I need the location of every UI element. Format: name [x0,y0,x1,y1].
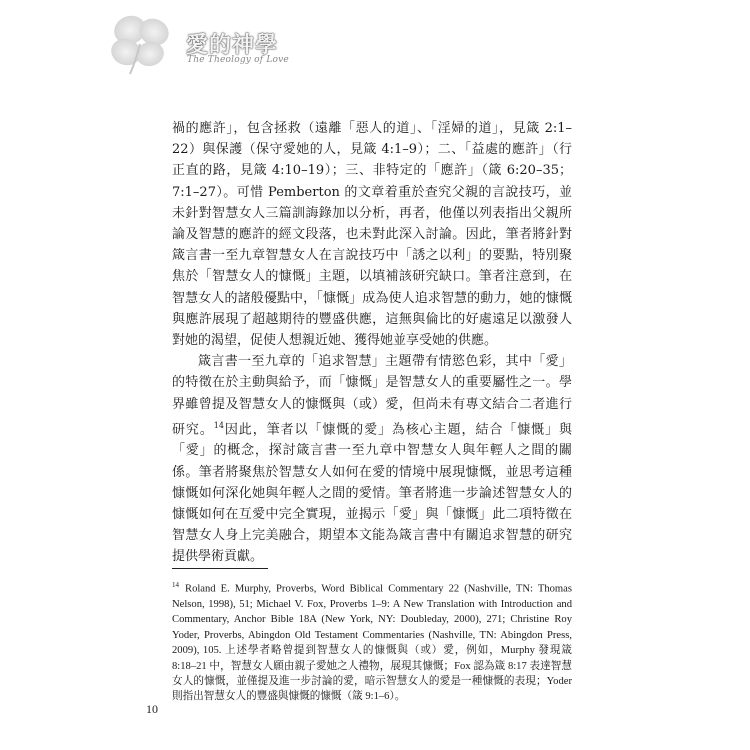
footnote-reference[interactable]: 14 [213,420,224,430]
paragraph-text-part: 箴言書一至九章的「追求智慧」主題帶有情慾色彩，其中「愛」的特徵在於主動與給予，而「慷慨」是智慧女人的重要屬性之一。學界雖曾提及智慧女人的慷慨與（或）愛，但尚未有專文結合二者進行研究。 [172,354,572,438]
paragraph: 禍的應許」，包含拯救（遠離「惡人的道」、「淫婦的道」，見箴 2:1–22）與保護（保守愛她的人，見箴 4:1–9）；二、「益處的應許」（行正直的路，見箴 4:10–19）；三、非特定的「應許」（箴 6:20–35；7:1–27）。可惜 Pemberton 的文章着重於查究父親的言說技巧，並未針對智慧女人三篇訓誨錄加以分析，再者，他僅以列表指出父親所論及智慧的應許的經文段落，也未對此深入討論。因此，筆者將針對箴言書一至九章智慧女人在言說技巧中「誘之以利」的要點，特別聚焦於「智慧女人的慷慨」主題，以填補該研究缺口。筆者注意到，在智慧女人的諸般優點中，「慷慨」成為使人追求智慧的動力，她的慷慨與應許展現了超越期待的豐盛供應，這無與倫比的好處遠足以激發人對她的渴望，促使人想親近她、獲得她並享受她的供應。 [172,121,572,349]
running-header-subtitle: The Theology of Love [187,55,289,65]
paragraph [172,351,572,567]
footnote [172,578,572,705]
paragraph-text-part: 因此，筆者以「慷慨的愛」為核心主題，結合「慷慨」與「愛」的概念，探討箴言書一至九章中智慧女人與年輕人之間的關係。筆者將聚焦於智慧女人如何在愛的情境中展現慷慨，並思考這種慷慨如何深化她與年輕人之間的愛情。筆者將進一步論述智慧女人的慷慨如何在互愛中完全實現，並揭示「愛」與「慷慨」此二項特徵在智慧女人身上完美融合，期望本文能為箴言書中有關追求智慧的研究提供學術貢獻。 [172,422,572,565]
footnote-number: 14 [172,581,179,589]
clover-icon [96,8,186,78]
main-body-text [172,118,572,568]
footnote-text: Roland E. Murphy, Proverbs, Word Biblical Commentary 22 (Nashville, TN: Thomas Nelson, 1998), 51; Michael V. Fox, Proverbs 1–9: A New Translation with Introduction and Commentary, Anchor Bible 18A (New York, NY: Doubleday, 2000), 271; Christine Roy Yoder, Proverbs, Abingdon Old Testament Commentaries (Nashville, TN: Abingdon Press, 2009), 105. 上述學者略曾提到智慧女人的慷慨與（或）愛，例如，Murphy 發現箴 8:18–21 中，智慧女人願由親子愛她之人禮物，展現其慷慨；Fox 認為箴 8:17 表達智慧女人的慷慨，並僅提及進一步討論的愛，暗示智慧女人的愛是一種慷慨的表現；Yoder 則指出智慧女人的豐盛與慷慨的慷慨（箴 9:1–6）。 [172,583,572,703]
footnote-divider [172,568,268,569]
page-number: 10 [146,702,158,716]
running-header-title: 愛的神學 [186,32,279,58]
